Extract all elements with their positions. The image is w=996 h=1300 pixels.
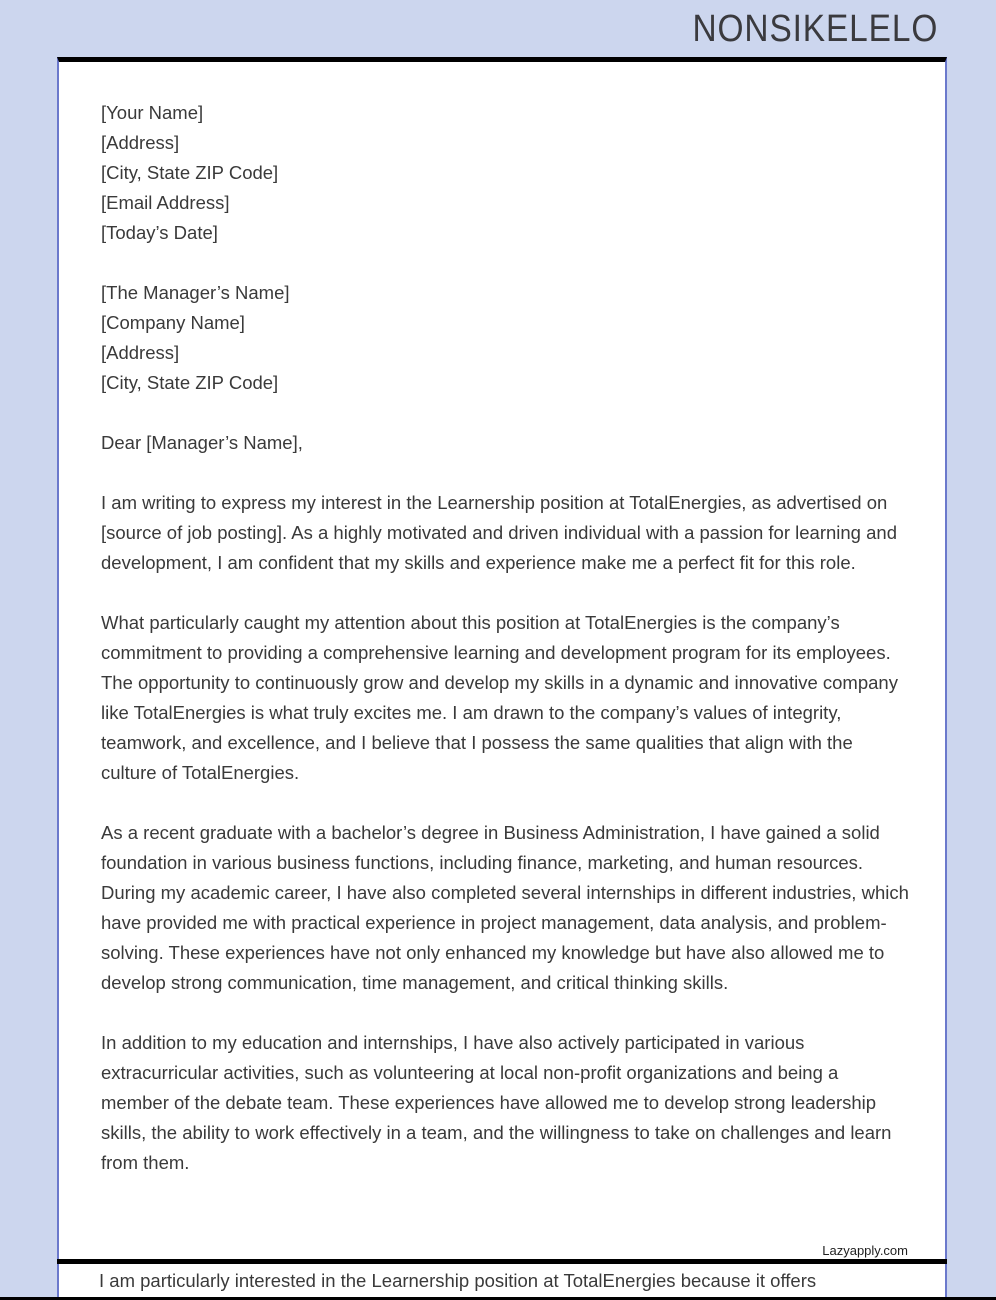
sender-block <box>101 98 909 248</box>
recipient-company-line: [Company Name] <box>101 312 245 333</box>
paragraph-extracurricular: In addition to my education and internships, I have also actively participated in various extracurricular activities, such as volunteering at local non-profit organizations and being a member of the debate team. These experiences have allowed me to develop strong leadership skills, the ability to work effectively in a team, and the willingness to take on challenges and learn from them. <box>101 1032 892 1173</box>
watermark-lazyapply: Lazyapply.com <box>822 1243 908 1258</box>
paragraph-intro: I am writing to express my interest in the Learnership position at TotalEnergies, as advertised on [source of job posting]. As a highly motivated and driven individual with a passion for learning and development, I am confident that my skills and experience make me a perfect fit for this role. <box>101 492 897 573</box>
paragraph-education: As a recent graduate with a bachelor’s degree in Business Administration, I have gained a solid foundation in various business functions, including finance, marketing, and human resources. During my academic career, I have also completed several internships in different industries, which have provided me with practical experience in project management, data analysis, and problem-solving. These experiences have not only enhanced my knowledge but have also allowed me to develop strong communication, time management, and critical thinking skills. <box>101 822 909 993</box>
sender-name-line: [Your Name] <box>101 102 204 123</box>
recipient-name-line: [The Manager’s Name] <box>101 282 290 303</box>
recipient-address-line: [Address] <box>101 342 180 363</box>
sender-email-line: [Email Address] <box>101 192 230 213</box>
salutation: Dear [Manager’s Name], <box>101 432 303 453</box>
recipient-block <box>101 278 909 398</box>
page-divider <box>57 1259 947 1264</box>
paragraph-motivation: What particularly caught my attention about this position at TotalEnergies is the company’s commitment to providing a comprehensive learning and development program for its employees. The opportunity to continuously grow and develop my skills in a dynamic and innovative company like TotalEnergies is what truly excites me. I am drawn to the company’s values of integrity, teamwork, and excellence, and I believe that I possess the same qualities that align with the culture of TotalEnergies. <box>101 612 898 783</box>
letter-page <box>57 57 947 1300</box>
letter-body <box>59 62 945 1178</box>
next-page-paragraph: I am particularly interested in the Learnership position at TotalEnergies because it offers <box>99 1270 817 1291</box>
brand-title: NONSIKELELO <box>692 8 938 50</box>
sender-city-line: [City, State ZIP Code] <box>101 162 279 183</box>
sender-address-line: [Address] <box>101 132 180 153</box>
recipient-city-line: [City, State ZIP Code] <box>101 372 279 393</box>
sender-date-line: [Today’s Date] <box>101 222 218 243</box>
